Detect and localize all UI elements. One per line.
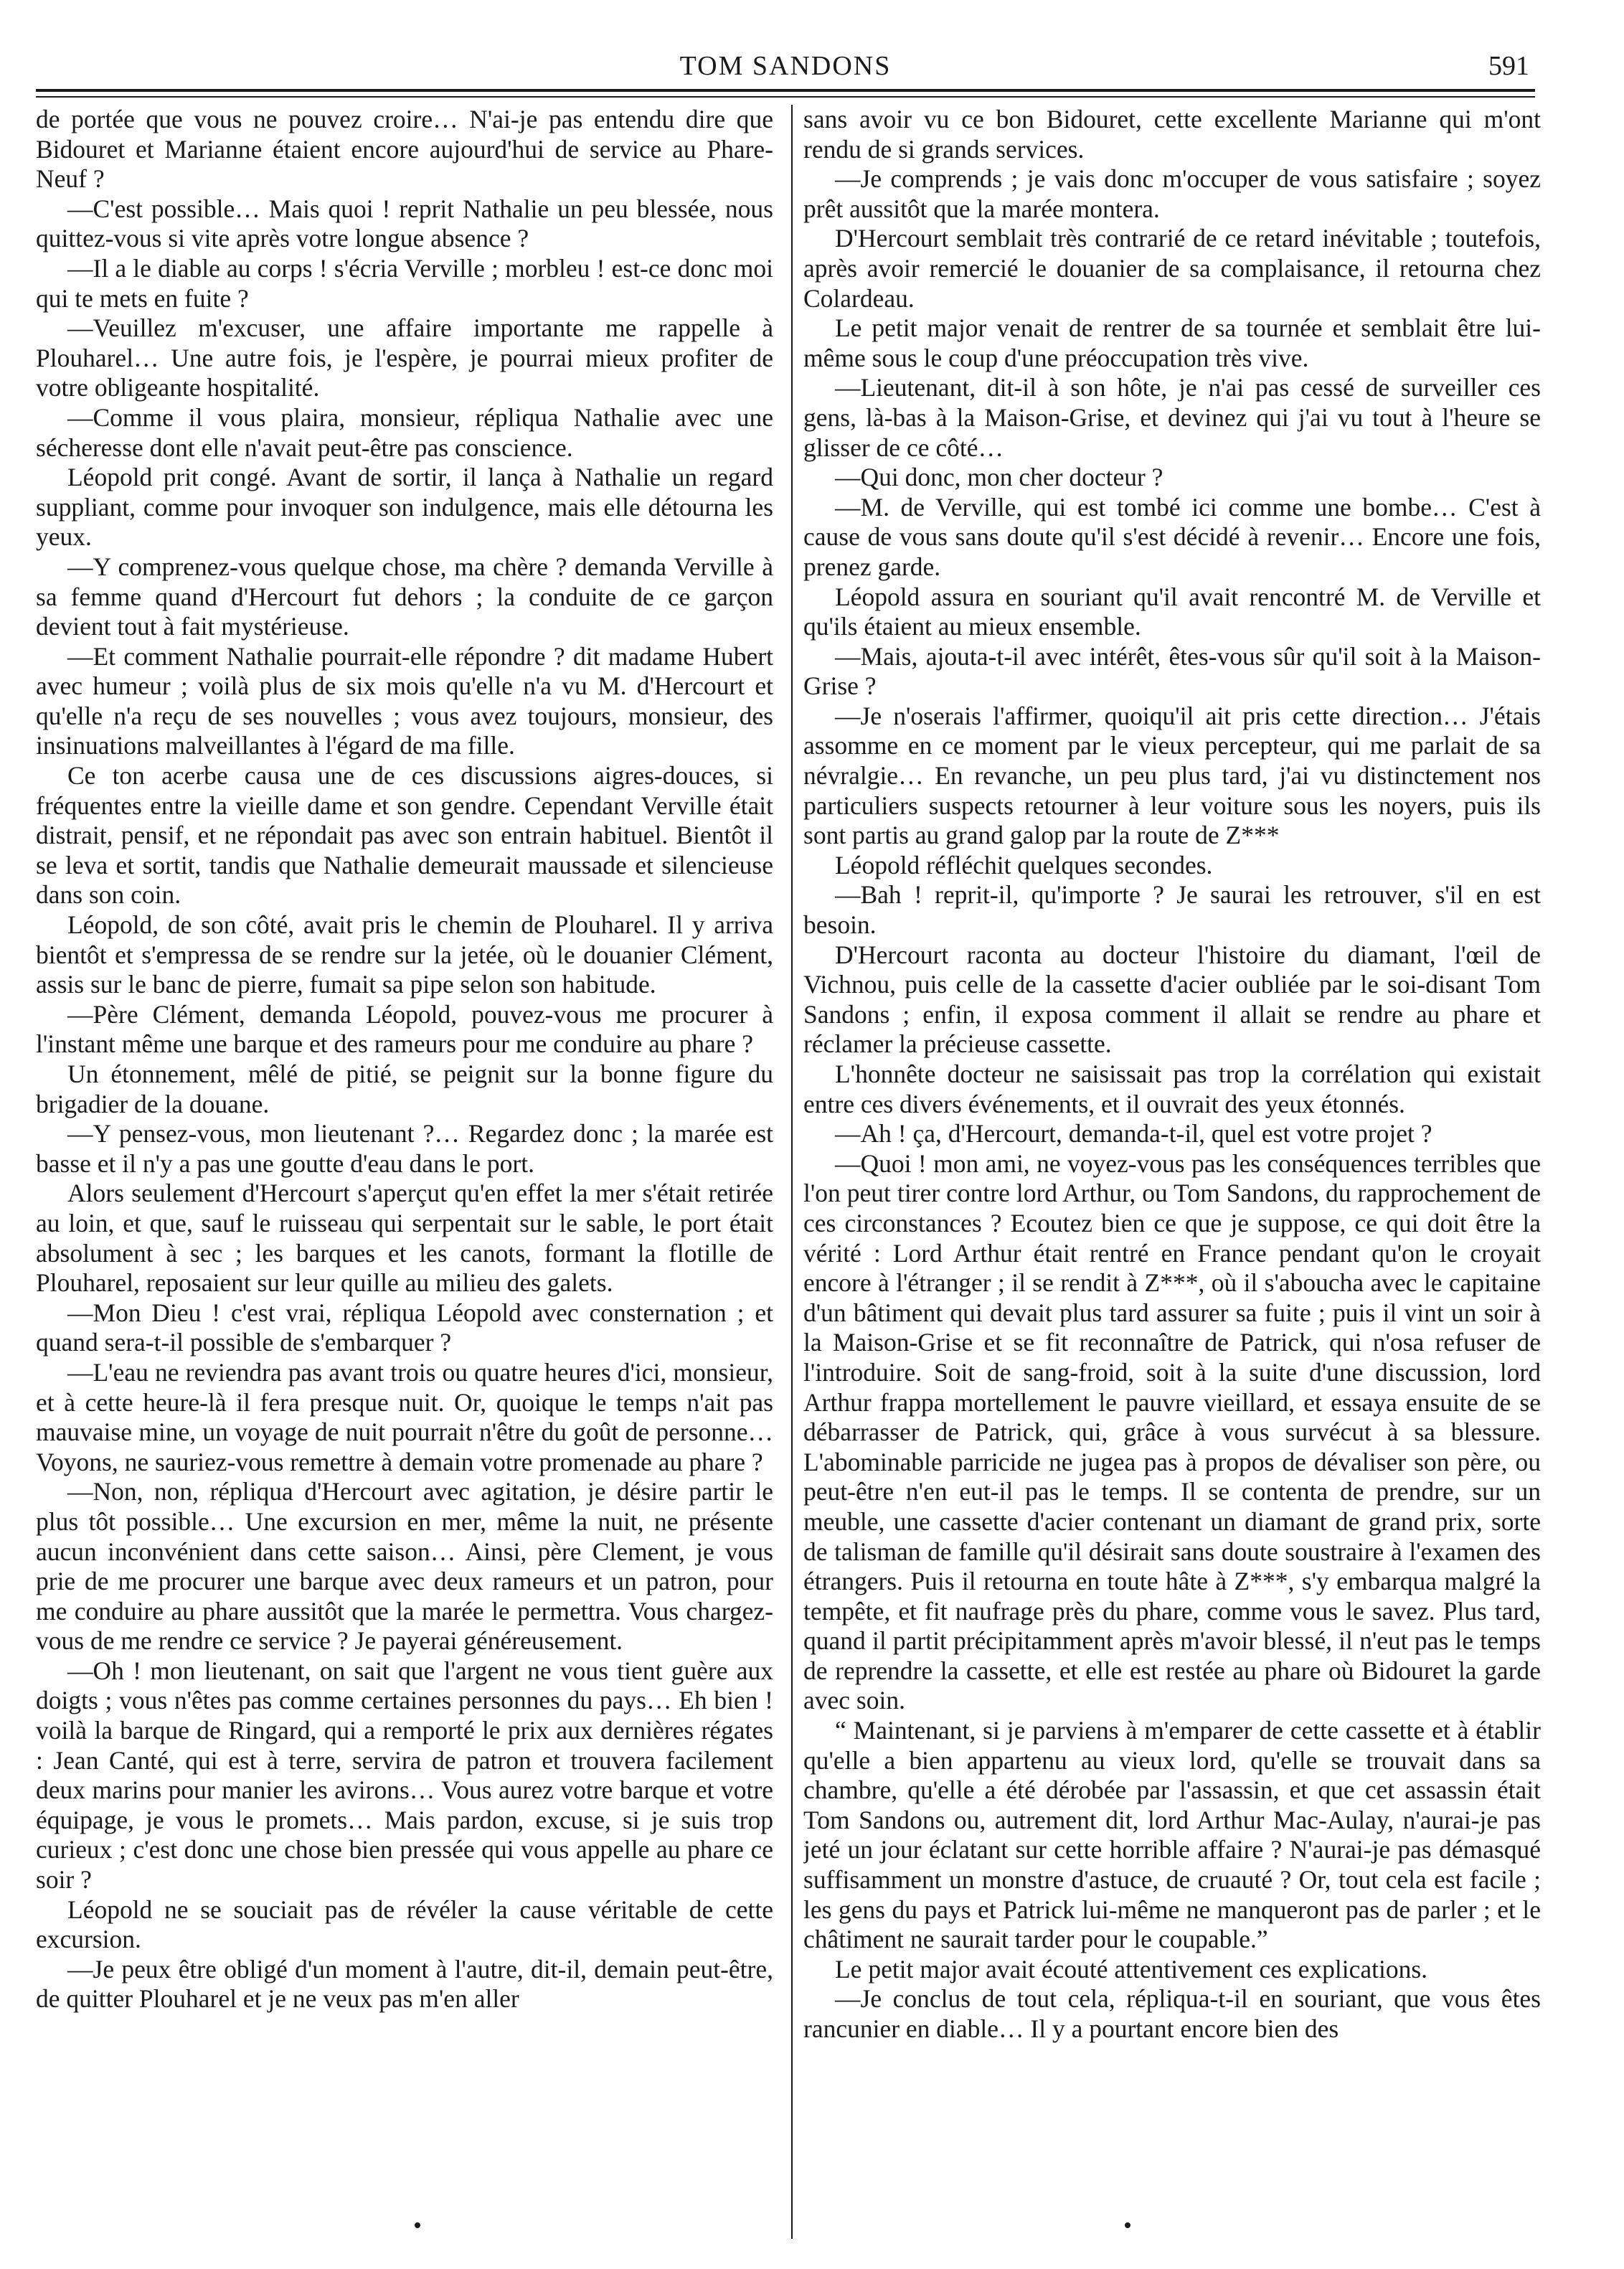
paragraph: L'honnête docteur ne saisissait pas trop la corrélation qui existait entre ces divers événements, et il ouvrait des yeux étonnés.: [803, 1060, 1541, 1118]
paragraph: —Ah ! ça, d'Hercourt, demanda-t-il, quel est votre projet ?: [835, 1119, 1432, 1148]
paragraph: —Quoi ! mon ami, ne voyez-vous pas les conséquences terribles que l'on peut tirer contre lord Arthur, ou Tom Sandons, du rapprochement de ces circonstances ? Ecoutez bien ce que je suppose, ce qui doit être la vérité : Lord Arthur était rentré en France pendant qu'on le croyait encore à l'étranger ; il se rendit à Z***, où il s'aboucha avec le capitaine d'un bâtiment qui devait plus tard assurer sa fuite ; puis il vint un soir à la Maison-Grise et se fit reconnaître de Patrick, qui n'osa refuser de l'introduire. Soit de sang-froid, soit à la suite d'une discussion, lord Arthur frappa mortellement le pauvre vieillard, et essaya ensuite de se débarrasser de Patrick, qui, grâce à vous survécut à sa blessure. L'abominable parricide ne jugea pas à propos de dévaliser son père, ou peut-être n'en eut-il pas le temps. Il se contenta de prendre, sur un meuble, une cassette d'acier contenant un diamant de grand prix, sorte de talisman de famille qu'il désirait sans doute soustraire à l'examen des étrangers. Puis il retourna en toute hâte à Z***, s'y embarqua malgré la tempête, et fit naufrage près du phare, comme vous le savez. Plus tard, quand il partit précipitamment après m'avoir blessé, il n'eut pas le temps de reprendre la cassette, et elle est restée au phare où Bidouret la garde avec soin.: [803, 1148, 1541, 1715]
column-divider: [791, 105, 793, 2239]
paragraph: —Y comprenez-vous quelque chose, ma chère ? demanda Verville à sa femme quand d'Hercourt fut dehors ; la conduite de ce garçon devient tout à fait mystérieuse.: [36, 552, 773, 641]
paragraph: —Je comprends ; je vais donc m'occuper de vous satisfaire ; soyez prêt aussitôt que la marée montera.: [803, 164, 1541, 223]
paragraph: —Qui donc, mon cher docteur ?: [835, 463, 1163, 492]
paragraph: Léopold prit congé. Avant de sortir, il lança à Nathalie un regard suppliant, comme pour invoquer son indulgence, mais elle détourna les yeux.: [36, 463, 773, 552]
paragraph: Léopold réfléchit quelques secondes.: [835, 850, 1213, 879]
paragraph: —L'eau ne reviendra pas avant trois ou quatre heures d'ici, monsieur, et à cette heure-là il fera presque nuit. Or, quoique le temps n'ait pas mauvaise mine, un voyage de nuit pourrait n'être du goût de personne… Voyons, ne sauriez-vous remettre à demain votre promenade au phare ?: [36, 1357, 773, 1476]
print-mark: [415, 2222, 420, 2228]
paragraph: —Comme il vous plaira, monsieur, répliqua Nathalie avec une sécheresse dont elle n'avait peut-être pas conscience.: [36, 402, 773, 462]
print-mark: [1125, 2222, 1130, 2228]
paragraph: —Lieutenant, dit-il à son hôte, je n'ai pas cessé de surveiller ces gens, là-bas à la Maison-Grise, et devinez qui j'ai vu tout à l'heure se glisser de ce côté…: [803, 373, 1541, 462]
header-rule-thick: [36, 89, 1535, 92]
paragraph: —Et comment Nathalie pourrait-elle répondre ? dit madame Hubert avec humeur ; voilà plus de six mois qu'elle n'a vu M. d'Hercourt et qu'elle n'a reçu de ses nouvelles ; vous avez toujours, monsieur, des insinuations malveillantes à l'égard de ma fille.: [36, 641, 773, 760]
header-rule-thin: [36, 96, 1535, 98]
paragraph: —M. de Verville, qui est tombé ici comme une bombe… C'est à cause de vous sans doute qu'il s'est décidé à revenir… Encore une fois, prenez garde.: [803, 492, 1541, 581]
paragraph: —Non, non, répliqua d'Hercourt avec agitation, je désire partir le plus tôt possible… Une excursion en mer, même la nuit, ne présente aucun inconvénient dans cette saison… Ainsi, père Clement, je vous prie de me procurer une barque avec deux rameurs et un patron, pour me conduire au phare aussitôt que la marée le permettra. Vous chargez-vous de me rendre ce service ? Je payerai généreusement.: [36, 1477, 773, 1656]
paragraph: Ce ton acerbe causa une de ces discussions aigres-douces, si fréquentes entre la vieille dame et son gendre. Cependant Verville était distrait, pensif, et ne répondait pas avec son entrain habituel. Bientôt il se leva et sortit, tandis que Nathalie demeurait maussade et silencieuse dans son coin.: [36, 761, 773, 910]
paragraph: —Père Clément, demanda Léopold, pouvez-vous me procurer à l'instant même une barque et des rameurs pour me conduire au phare ?: [36, 999, 773, 1059]
paragraph: sans avoir vu ce bon Bidouret, cette excellente Marianne qui m'ont rendu de si grands services.: [803, 105, 1541, 164]
left-text-column: [36, 105, 773, 2242]
paragraph: —Veuillez m'excuser, une affaire importante me rappelle à Plouharel… Une autre fois, je l'espère, je pourrai mieux profiter de votre obligeante hospitalité.: [36, 313, 773, 402]
paragraph: Léopold assura en souriant qu'il avait rencontré M. de Verville et qu'ils étaient au mieux ensemble.: [803, 582, 1541, 641]
paragraph: D'Hercourt semblait très contrarié de ce retard inévitable ; toutefois, après avoir remercié le douanier de sa complaisance, il retourna chez Colardeau.: [803, 224, 1541, 313]
paragraph: —C'est possible… Mais quoi ! reprit Nathalie un peu blessée, nous quittez-vous si vite après votre longue absence ?: [36, 194, 773, 253]
paragraph: Léopold, de son côté, avait pris le chemin de Plouharel. Il y arriva bientôt et s'empressa de se rendre sur la jetée, où le douanier Clément, assis sur le banc de pierre, fumait sa pipe selon son habitude.: [36, 910, 773, 999]
running-title: TOM SANDONS: [679, 51, 892, 81]
paragraph: —Mon Dieu ! c'est vrai, répliqua Léopold avec consternation ; et quand sera-t-il possible de s'embarquer ?: [36, 1298, 773, 1357]
paragraph: —Je n'oserais l'affirmer, quoiqu'il ait pris cette direction… J'étais assomme en ce moment par le vieux percepteur, qui me parlait de sa névralgie… En revanche, un peu plus tard, j'ai vu distinctement nos particuliers suspects retourner à leur voiture sous les noyers, puis ils sont partis au grand galop par la route de Z***: [803, 701, 1541, 850]
paragraph: “ Maintenant, si je parviens à m'emparer de cette cassette et à établir qu'elle a bien appartenu au vieux lord, qu'elle se trouvait dans sa chambre, qu'elle a été dérobée par l'assassin, et que cet assassin était Tom Sandons ou, autrement dit, lord Arthur Mac-Aulay, n'aurai-je pas jeté un jour éclatant sur cette horrible affaire ? N'aurai-je pas démasqué suffisamment un monstre d'astuce, de cruauté ? Or, tout cela est facile ; les gens du pays et Patrick lui-même ne manqueront pas de parler ; et le châtiment ne saurait tarder pour le coupable.”: [803, 1716, 1541, 1954]
paragraph: —Je peux être obligé d'un moment à l'autre, dit-il, demain peut-être, de quitter Plouharel et je ne veux pas m'en aller: [36, 1954, 773, 2014]
paragraph: —Il a le diable au corps ! s'écria Verville ; morbleu ! est-ce donc moi qui te mets en fuite ?: [36, 253, 773, 313]
paragraph: Un étonnement, mêlé de pitié, se peignit sur la bonne figure du brigadier de la douane.: [36, 1060, 773, 1118]
paragraph: D'Hercourt raconta au docteur l'histoire du diamant, l'œil de Vichnou, puis celle de la cassette d'acier oubliée par le soi-disant Tom Sandons ; enfin, il exposa comment il allait se rendre au phare et réclamer la précieuse cassette.: [803, 940, 1541, 1059]
paragraph: de portée que vous ne pouvez croire… N'ai-je pas entendu dire que Bidouret et Marianne étaient encore aujourd'hui de service au Phare-Neuf ?: [36, 105, 773, 194]
paragraph: —Y pensez-vous, mon lieutenant ?… Regardez donc ; la marée est basse et il n'y a pas une goutte d'eau dans le port.: [36, 1119, 773, 1178]
page-header: [36, 50, 1535, 93]
paragraph: Léopold ne se souciait pas de révéler la cause véritable de cette excursion.: [36, 1895, 773, 1954]
paragraph: Alors seulement d'Hercourt s'aperçut qu'en effet la mer s'était retirée au loin, et que, sauf le ruisseau qui serpentait sur le sable, le port était absolument à sec ; les barques et les canots, formant la flotille de Plouharel, reposaient sur leur quille au milieu des galets.: [36, 1179, 773, 1298]
right-text-column: [803, 105, 1541, 2242]
paragraph: Le petit major avait écouté attentivement ces explications.: [835, 1954, 1428, 1983]
paragraph: —Oh ! mon lieutenant, on sait que l'argent ne vous tient guère aux doigts ; vous n'êtes pas comme certaines personnes du pays… Eh bien ! voilà la barque de Ringard, qui a remporté le prix aux dernières régates : Jean Canté, qui est à terre, servira de patron et trouvera facilement deux marins pour manier les avirons… Vous aurez votre barque et votre équipage, je vous le promets… Mais pardon, excuse, si je suis trop curieux ; c'est donc une chose bien pressée qui vous appelle au phare ce soir ?: [36, 1656, 773, 1895]
paragraph: —Je conclus de tout cela, répliqua-t-il en souriant, que vous êtes rancunier en diable… Il y a pourtant encore bien des: [803, 1984, 1541, 2043]
paragraph: Le petit major venait de rentrer de sa tournée et semblait être lui-même sous le coup d'une préoccupation très vive.: [803, 313, 1541, 372]
paragraph: —Bah ! reprit-il, qu'importe ? Je saurai les retrouver, s'il en est besoin.: [803, 880, 1541, 940]
paragraph: —Mais, ajouta-t-il avec intérêt, êtes-vous sûr qu'il soit à la Maison-Grise ?: [803, 641, 1541, 701]
page-number: 591: [1488, 51, 1529, 81]
